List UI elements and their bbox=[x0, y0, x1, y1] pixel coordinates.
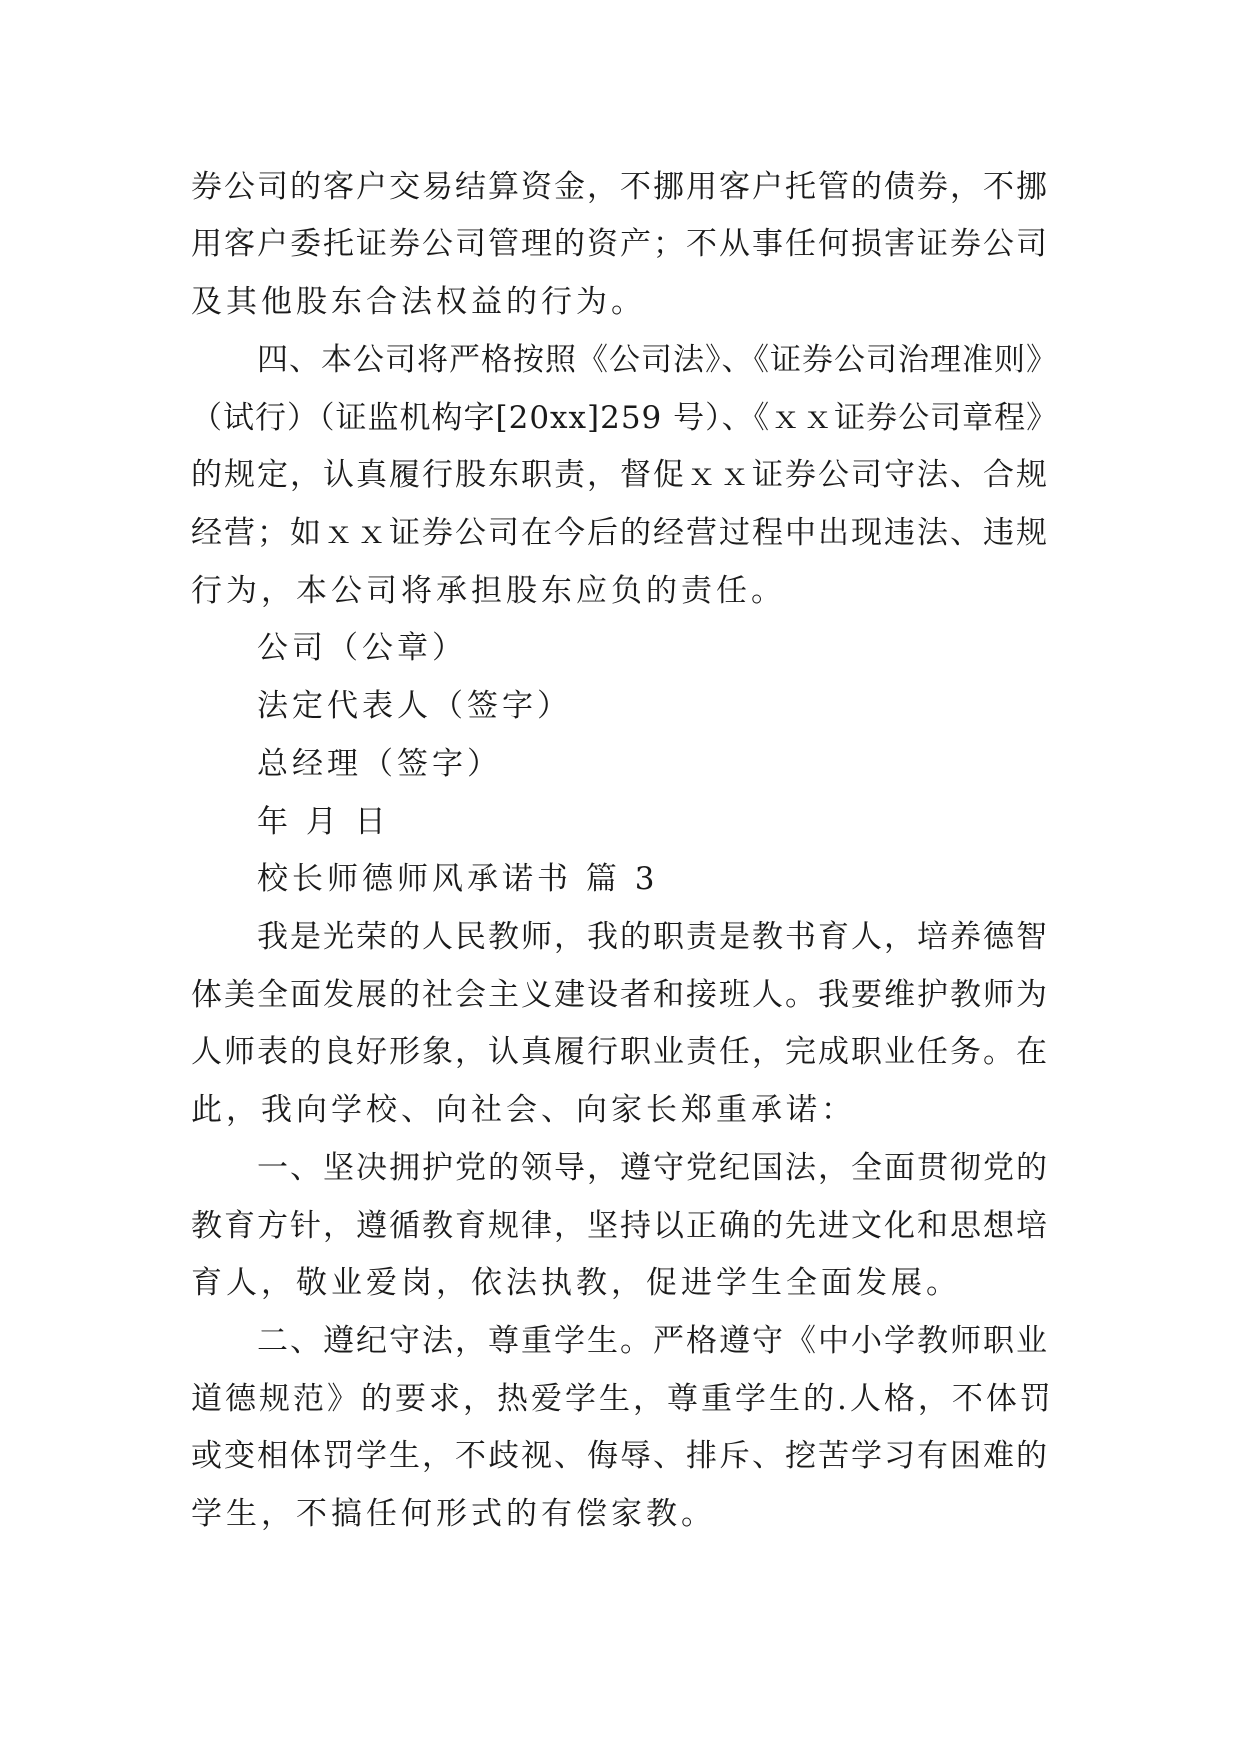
text-line: 的规定，认真履行股东职责，督促ｘｘ证券公司守法、合规 bbox=[191, 457, 1049, 493]
text-line: 券公司的客户交易结算资金，不挪用客户托管的债券，不挪 bbox=[191, 169, 1049, 205]
text-line: 或变相体罚学生，不歧视、侮辱、排斥、挖苦学习有困难的 bbox=[191, 1438, 1049, 1474]
text-line: （试行）（证监机构字[20xx]259 号）、《ｘｘ证券公司章程》 bbox=[191, 400, 1059, 436]
text-line: 教育方针，遵循教育规律，坚持以正确的先进文化和思想培 bbox=[191, 1208, 1049, 1244]
signature-general-manager: 总经理（签字） bbox=[257, 746, 502, 782]
section-heading: 校长师德师风承诺书 篇 3 bbox=[257, 861, 659, 897]
text-line: 一、坚决拥护党的领导，遵守党纪国法，全面贯彻党的 bbox=[257, 1150, 1049, 1186]
text-line: 用客户委托证券公司管理的资产；不从事任何损害证券公司 bbox=[191, 226, 1049, 262]
text-line: 经营；如ｘｘ证券公司在今后的经营过程中出现违法、违规 bbox=[191, 515, 1049, 551]
text-line: 四、本公司将严格按照《公司法》、《证券公司治理准则》 bbox=[257, 342, 1058, 378]
text-line: 学生，不搞任何形式的有偿家教。 bbox=[191, 1496, 716, 1532]
text-line: 行为，本公司将承担股东应负的责任。 bbox=[191, 573, 786, 609]
text-line: 此，我向学校、向社会、向家长郑重承诺： bbox=[191, 1092, 856, 1128]
text-line: 道德规范》的要求，热爱学生，尊重学生的.人格，不体罚 bbox=[191, 1381, 1054, 1417]
text-line: 我是光荣的人民教师，我的职责是教书育人，培养德智 bbox=[257, 919, 1049, 955]
text-line: 育人，敬业爱岗，依法执教，促进学生全面发展。 bbox=[191, 1265, 961, 1301]
text-line: 及其他股东合法权益的行为。 bbox=[191, 284, 646, 320]
signature-date: 年 月 日 bbox=[257, 804, 390, 840]
text-line: 体美全面发展的社会主义建设者和接班人。我要维护教师为 bbox=[191, 977, 1049, 1013]
signature-legal-representative: 法定代表人（签字） bbox=[257, 688, 572, 724]
signature-company-seal: 公司（公章） bbox=[257, 630, 467, 666]
text-line: 人师表的良好形象，认真履行职业责任，完成职业任务。在 bbox=[191, 1034, 1049, 1070]
text-line: 二、遵纪守法，尊重学生。严格遵守《中小学教师职业 bbox=[257, 1323, 1049, 1359]
